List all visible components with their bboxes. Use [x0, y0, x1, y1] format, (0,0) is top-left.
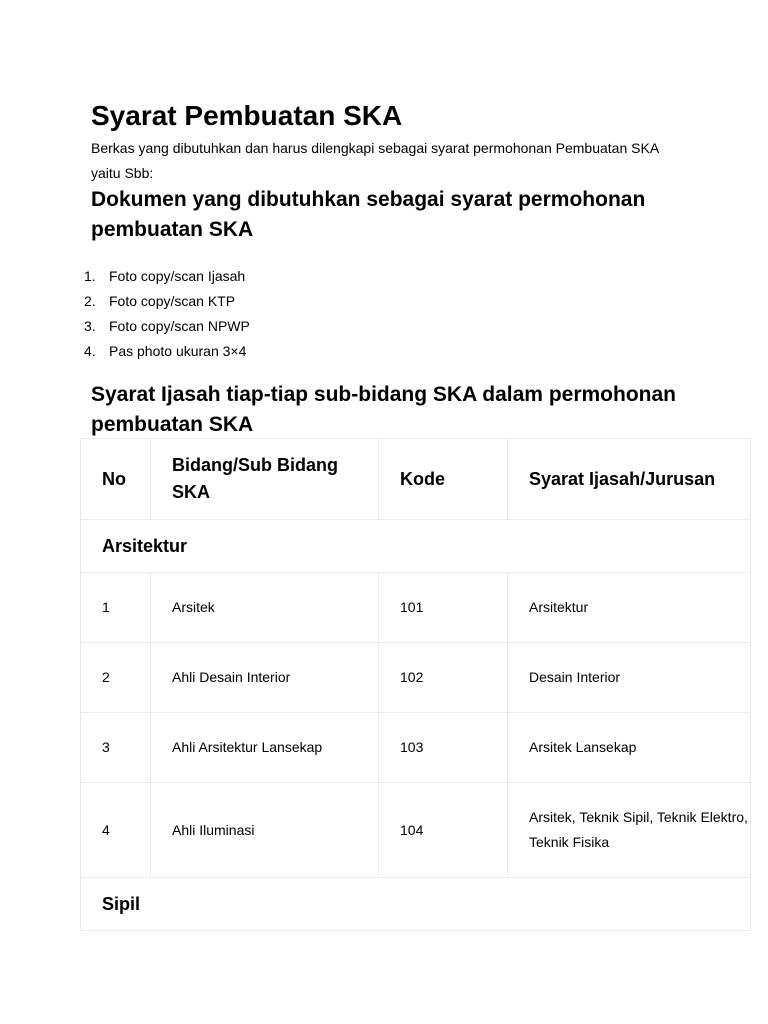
list-item-text: Foto copy/scan NPWP [109, 318, 250, 334]
list-item [84, 339, 250, 364]
documents-heading: Dokumen yang dibutuhkan sebagai syarat permohonan pembuatan SKA [91, 188, 646, 241]
cell-bidang: Ahli Arsitektur Lansekap [151, 713, 379, 783]
ijasah-heading: Syarat Ijasah tiap-tiap sub-bidang SKA dalam permohonan pembuatan SKA [91, 383, 676, 436]
table-row [81, 713, 751, 783]
list-number: 3. [84, 318, 96, 334]
table-row [81, 783, 751, 878]
list-number: 2. [84, 293, 96, 309]
cell-kode: 103 [379, 713, 508, 783]
list-item [84, 289, 250, 314]
cell-kode: 101 [379, 573, 508, 643]
list-item-text: Foto copy/scan KTP [109, 293, 236, 309]
cell-syarat: Arsitek, Teknik Sipil, Teknik Elektro, Teknik Fisika [508, 783, 751, 878]
table-header-row [81, 439, 751, 520]
cell-kode: 102 [379, 643, 508, 713]
intro-paragraph: Berkas yang dibutuhkan dan harus dilengkapi sebagai syarat permohonan Pembuatan SKA yaitu Sbb: [91, 140, 659, 181]
cell-syarat: Arsitektur [508, 573, 751, 643]
section-title: Arsitektur [81, 520, 751, 573]
header-kode: Kode [379, 439, 508, 520]
page-title: Syarat Pembuatan SKA [91, 100, 403, 131]
header-no: No [81, 439, 151, 520]
cell-kode: 104 [379, 783, 508, 878]
cell-syarat: Desain Interior [508, 643, 751, 713]
cell-bidang: Ahli Iluminasi [151, 783, 379, 878]
list-item [84, 314, 250, 339]
cell-no: 4 [81, 783, 151, 878]
cell-no: 3 [81, 713, 151, 783]
section-title: Sipil [81, 878, 751, 931]
header-bidang: Bidang/Sub Bidang SKA [151, 439, 379, 520]
section-row-sipil [81, 878, 751, 931]
cell-bidang: Ahli Desain Interior [151, 643, 379, 713]
ska-requirements-table [80, 438, 751, 931]
cell-no: 2 [81, 643, 151, 713]
list-item [84, 264, 250, 289]
documents-list [84, 264, 250, 364]
cell-bidang: Arsitek [151, 573, 379, 643]
header-syarat-ijasah: Syarat Ijasah/Jurusan [508, 439, 751, 520]
cell-no: 1 [81, 573, 151, 643]
table-row [81, 643, 751, 713]
list-number: 1. [84, 268, 96, 284]
list-item-text: Foto copy/scan Ijasah [109, 268, 246, 284]
list-number: 4. [84, 343, 96, 359]
list-item-text: Pas photo ukuran 3×4 [109, 343, 247, 359]
table-row [81, 573, 751, 643]
section-row-arsitektur [81, 520, 751, 573]
cell-syarat: Arsitek Lansekap [508, 713, 751, 783]
